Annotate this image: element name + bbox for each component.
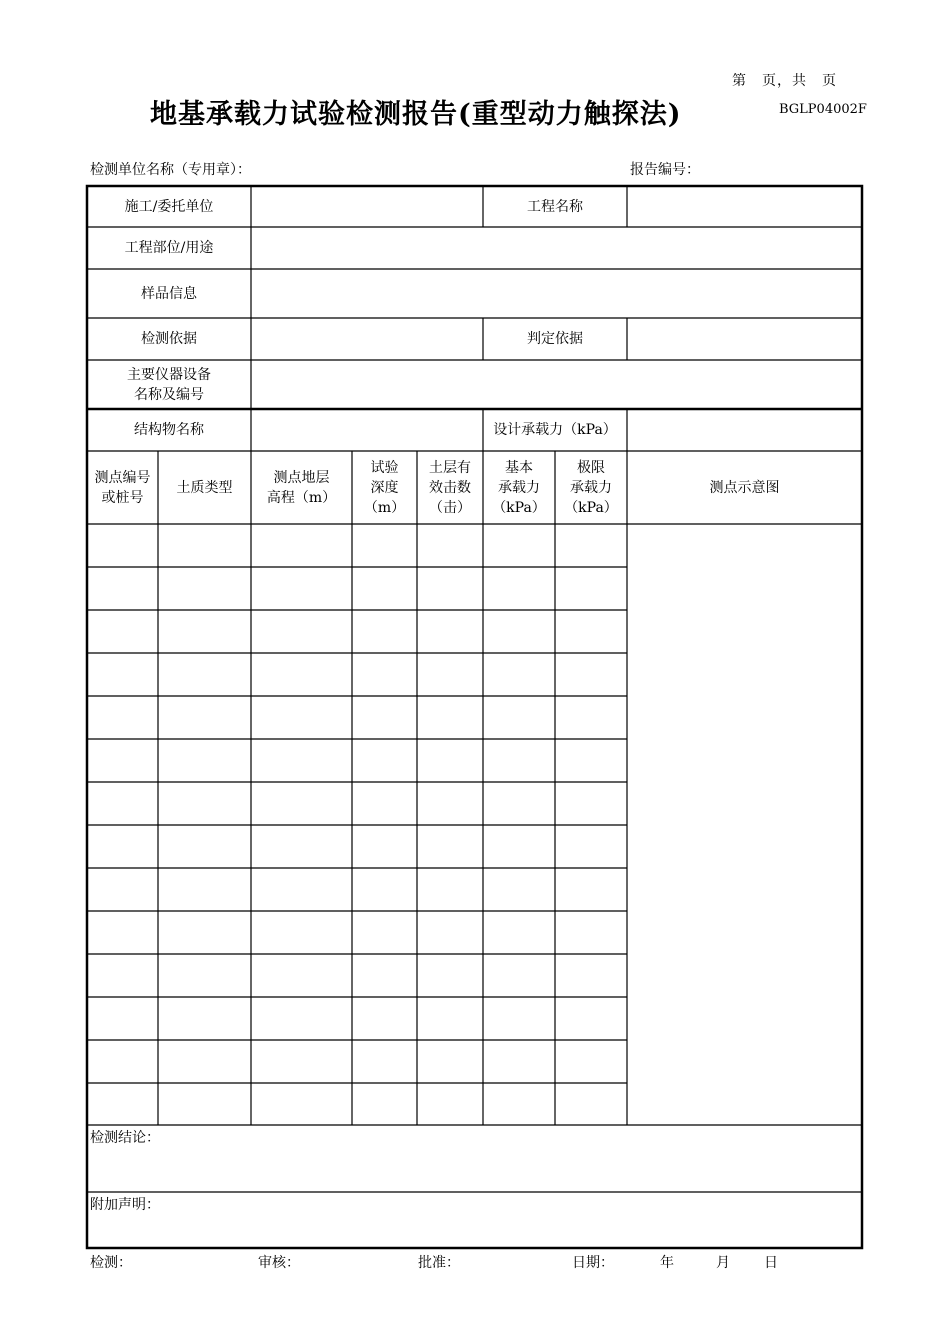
cell-depth[interactable] xyxy=(352,868,417,911)
cell-elevation[interactable] xyxy=(251,653,352,696)
reviewer-label: 审核： xyxy=(258,1255,300,1271)
cell-blow-count[interactable] xyxy=(417,1040,483,1083)
testing-unit-label: 检测单位名称（专用章）： xyxy=(90,162,251,178)
cell-soil-type[interactable] xyxy=(158,1040,251,1083)
cell-depth[interactable] xyxy=(352,954,417,997)
cell-basic-capacity[interactable] xyxy=(483,653,555,696)
cell-depth[interactable] xyxy=(352,1040,417,1083)
form-code: BGLP04002F xyxy=(779,102,867,117)
cell-blow-count[interactable] xyxy=(417,954,483,997)
cell-basic-capacity[interactable] xyxy=(483,911,555,954)
cell-ultimate-capacity[interactable] xyxy=(555,954,627,997)
date-year-label: 年 xyxy=(660,1255,674,1271)
cell-depth[interactable] xyxy=(352,1083,417,1125)
cell-blow-count[interactable] xyxy=(417,524,483,567)
cell-basic-capacity[interactable] xyxy=(483,1083,555,1125)
cell-elevation[interactable] xyxy=(251,825,352,868)
column-header-blow-count: 土层有 效击数 （击） xyxy=(429,459,471,516)
design-capacity-label: 设计承载力（kPa） xyxy=(493,422,617,438)
column-header-soil-type: 土质类型 xyxy=(176,479,233,496)
cell-point-no[interactable] xyxy=(87,696,158,739)
cell-soil-type[interactable] xyxy=(158,1083,251,1125)
cell-ultimate-capacity[interactable] xyxy=(555,610,627,653)
cell-ultimate-capacity[interactable] xyxy=(555,567,627,610)
cell-point-no[interactable] xyxy=(87,954,158,997)
cell-depth[interactable] xyxy=(352,610,417,653)
page-counter: 第 页，共 页 xyxy=(732,73,837,89)
cell-point-no[interactable] xyxy=(87,868,158,911)
cell-ultimate-capacity[interactable] xyxy=(555,653,627,696)
cell-blow-count[interactable] xyxy=(417,782,483,825)
cell-soil-type[interactable] xyxy=(158,954,251,997)
cell-point-no[interactable] xyxy=(87,997,158,1040)
cell-soil-type[interactable] xyxy=(158,653,251,696)
cell-blow-count[interactable] xyxy=(417,739,483,782)
judgement-basis-label: 判定依据 xyxy=(527,331,583,347)
conclusion-label: 检测结论： xyxy=(90,1130,160,1146)
column-header-elevation: 测点地层 高程（m） xyxy=(266,469,337,506)
cell-soil-type[interactable] xyxy=(158,911,251,954)
cell-elevation[interactable] xyxy=(251,997,352,1040)
cell-basic-capacity[interactable] xyxy=(483,868,555,911)
cell-ultimate-capacity[interactable] xyxy=(555,997,627,1040)
cell-basic-capacity[interactable] xyxy=(483,739,555,782)
cell-elevation[interactable] xyxy=(251,1083,352,1125)
cell-depth[interactable] xyxy=(352,911,417,954)
cell-soil-type[interactable] xyxy=(158,825,251,868)
cell-depth[interactable] xyxy=(352,524,417,567)
cell-ultimate-capacity[interactable] xyxy=(555,696,627,739)
cell-soil-type[interactable] xyxy=(158,610,251,653)
cell-depth[interactable] xyxy=(352,739,417,782)
cell-depth[interactable] xyxy=(352,825,417,868)
cell-point-no[interactable] xyxy=(87,782,158,825)
test-basis-field[interactable] xyxy=(251,318,483,360)
cell-basic-capacity[interactable] xyxy=(483,1040,555,1083)
cell-blow-count[interactable] xyxy=(417,653,483,696)
cell-basic-capacity[interactable] xyxy=(483,997,555,1040)
cell-soil-type[interactable] xyxy=(158,868,251,911)
cell-soil-type[interactable] xyxy=(158,524,251,567)
cell-basic-capacity[interactable] xyxy=(483,954,555,997)
judgement-basis-field[interactable] xyxy=(627,318,862,360)
cell-soil-type[interactable] xyxy=(158,739,251,782)
project-name-field[interactable] xyxy=(627,186,862,227)
cell-ultimate-capacity[interactable] xyxy=(555,524,627,567)
design-capacity-field[interactable] xyxy=(627,409,862,451)
column-header-point-no: 测点编号 或桩号 xyxy=(94,469,151,506)
cell-soil-type[interactable] xyxy=(158,782,251,825)
cell-point-no[interactable] xyxy=(87,567,158,610)
cell-blow-count[interactable] xyxy=(417,567,483,610)
cell-depth[interactable] xyxy=(352,653,417,696)
cell-elevation[interactable] xyxy=(251,567,352,610)
conclusion-field[interactable] xyxy=(87,1125,862,1192)
cell-ultimate-capacity[interactable] xyxy=(555,911,627,954)
cell-soil-type[interactable] xyxy=(158,997,251,1040)
equipment-field[interactable] xyxy=(251,360,862,409)
sketch-area[interactable] xyxy=(627,524,862,1125)
report-number-label: 报告编号： xyxy=(630,162,700,178)
cell-point-no[interactable] xyxy=(87,610,158,653)
column-header-depth: 试验 深度 （m） xyxy=(363,459,406,516)
cell-blow-count[interactable] xyxy=(417,911,483,954)
date-month-label: 月 xyxy=(716,1255,730,1271)
cell-point-no[interactable] xyxy=(87,1083,158,1125)
cell-elevation[interactable] xyxy=(251,954,352,997)
structure-name-label: 结构物名称 xyxy=(134,422,204,438)
column-header-sketch: 测点示意图 xyxy=(709,479,780,496)
cell-elevation[interactable] xyxy=(251,911,352,954)
statement-field[interactable] xyxy=(87,1192,862,1248)
cell-ultimate-capacity[interactable] xyxy=(555,739,627,782)
cell-elevation[interactable] xyxy=(251,868,352,911)
cell-depth[interactable] xyxy=(352,997,417,1040)
cell-ultimate-capacity[interactable] xyxy=(555,1083,627,1125)
cell-point-no[interactable] xyxy=(87,524,158,567)
cell-ultimate-capacity[interactable] xyxy=(555,782,627,825)
cell-point-no[interactable] xyxy=(87,911,158,954)
cell-ultimate-capacity[interactable] xyxy=(555,825,627,868)
equipment-label: 主要仪器设备 名称及编号 xyxy=(127,366,211,403)
cell-elevation[interactable] xyxy=(251,1040,352,1083)
cell-elevation[interactable] xyxy=(251,696,352,739)
project-name-label: 工程名称 xyxy=(527,198,583,215)
date-day-label: 日 xyxy=(764,1255,778,1271)
cell-elevation[interactable] xyxy=(251,524,352,567)
cell-basic-capacity[interactable] xyxy=(483,524,555,567)
cell-blow-count[interactable] xyxy=(417,868,483,911)
cell-blow-count[interactable] xyxy=(417,1083,483,1125)
cell-depth[interactable] xyxy=(352,567,417,610)
cell-soil-type[interactable] xyxy=(158,567,251,610)
cell-point-no[interactable] xyxy=(87,1040,158,1083)
cell-elevation[interactable] xyxy=(251,782,352,825)
column-header-ultimate-capacity: 极限 承载力 （kPa） xyxy=(564,459,618,516)
cell-depth[interactable] xyxy=(352,782,417,825)
approver-label: 批准： xyxy=(418,1255,460,1271)
structure-name-field[interactable] xyxy=(251,409,483,451)
date-label: 日期： xyxy=(572,1255,614,1271)
cell-basic-capacity[interactable] xyxy=(483,825,555,868)
cell-blow-count[interactable] xyxy=(417,997,483,1040)
column-header-basic-capacity: 基本 承载力 （kPa） xyxy=(492,459,546,516)
cell-basic-capacity[interactable] xyxy=(483,696,555,739)
cell-depth[interactable] xyxy=(352,696,417,739)
cell-basic-capacity[interactable] xyxy=(483,567,555,610)
cell-basic-capacity[interactable] xyxy=(483,610,555,653)
client-label: 施工/委托单位 xyxy=(124,198,214,215)
cell-soil-type[interactable] xyxy=(158,696,251,739)
project-part-field[interactable] xyxy=(251,227,862,269)
project-part-label: 工程部位/用途 xyxy=(124,240,214,256)
statement-label: 附加声明： xyxy=(90,1197,160,1213)
cell-blow-count[interactable] xyxy=(417,825,483,868)
cell-point-no[interactable] xyxy=(87,739,158,782)
cell-basic-capacity[interactable] xyxy=(483,782,555,825)
sample-info-label: 样品信息 xyxy=(141,285,197,302)
cell-ultimate-capacity[interactable] xyxy=(555,1040,627,1083)
cell-blow-count[interactable] xyxy=(417,610,483,653)
cell-elevation[interactable] xyxy=(251,610,352,653)
sample-info-field[interactable] xyxy=(251,269,862,318)
page-title: 地基承载力试验检测报告(重型动力触探法) xyxy=(150,99,682,130)
tester-label: 检测： xyxy=(90,1255,132,1271)
cell-blow-count[interactable] xyxy=(417,696,483,739)
cell-ultimate-capacity[interactable] xyxy=(555,868,627,911)
cell-elevation[interactable] xyxy=(251,739,352,782)
test-basis-label: 检测依据 xyxy=(141,331,197,347)
cell-point-no[interactable] xyxy=(87,825,158,868)
cell-point-no[interactable] xyxy=(87,653,158,696)
client-field[interactable] xyxy=(251,186,483,227)
